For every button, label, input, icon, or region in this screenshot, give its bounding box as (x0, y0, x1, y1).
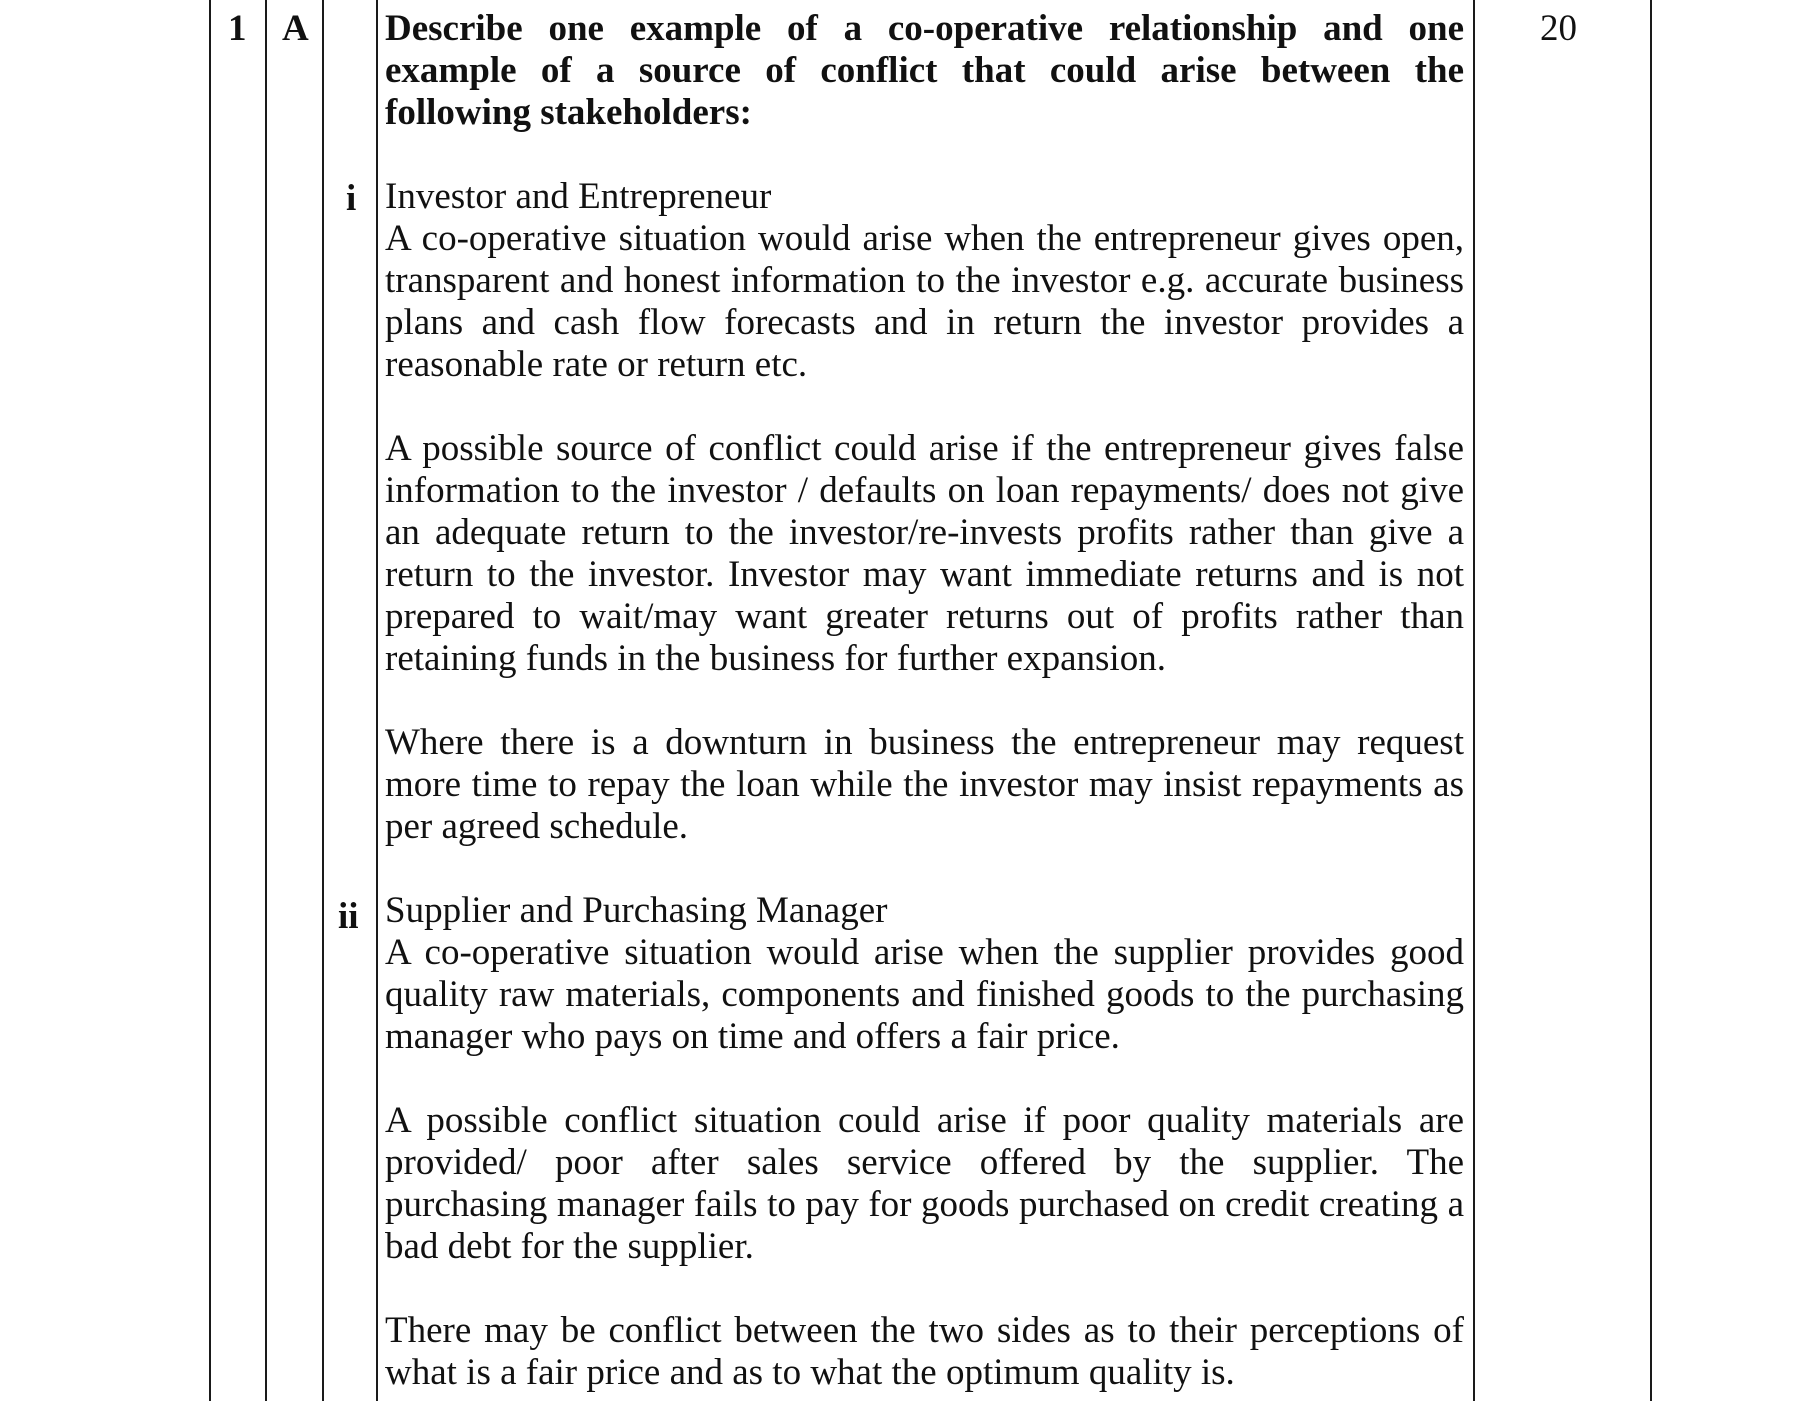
question-letter: A (282, 8, 309, 49)
part-i-paragraph: A possible source of conflict could arise if the entrepreneur gives false information to the investor / defaults on loan repayments/ does not give an adequate return to the investor/re-invests profits rather than give a return to the investor. Investor may want immediate returns and is not prepared to wait/may want greater returns out of profits rather than retaining funds in the business for further expansion. (385, 428, 1464, 679)
part-ii-paragraph: A co-operative situation would arise when the supplier provides good quality raw materials, components and finished goods to the purchasing manager who pays on time and offers a fair price. (385, 932, 1464, 1057)
part-i-paragraph: Where there is a downturn in business the entrepreneur may request more time to repay the loan while the investor may insist repayments as per agreed schedule. (385, 722, 1464, 847)
column-rule-4 (376, 0, 378, 1401)
column-rule-1 (209, 0, 211, 1401)
answer-content (385, 8, 1464, 1394)
question-number: 1 (228, 8, 247, 49)
part-i-heading: Investor and Entrepreneur (385, 176, 772, 217)
column-rule-5 (1473, 0, 1475, 1401)
column-rule-6 (1650, 0, 1652, 1401)
part-i-paragraph: A co-operative situation would arise when the entrepreneur gives open, transparent and honest information to the investor e.g. accurate business plans and cash flow forecasts and in return the investor provides a reasonable rate or return etc. (385, 218, 1464, 385)
column-rule-2 (265, 0, 267, 1401)
column-rule-3 (322, 0, 324, 1401)
part-ii-paragraph: There may be conflict between the two sides as to their perceptions of what is a fair price and as to what the optimum quality is. (385, 1310, 1464, 1393)
part-ii-heading: Supplier and Purchasing Manager (385, 890, 888, 931)
part-i-label: i (346, 178, 357, 219)
part-ii-paragraph: A possible conflict situation could arise if poor quality materials are provided/ poor after sales service offered by the supplier. The purchasing manager fails to pay for goods purchased on credit creating a bad debt for the supplier. (385, 1100, 1464, 1267)
part-ii-label: ii (338, 896, 359, 937)
question-stem: Describe one example of a co-operative relationship and one example of a source of conflict that could arise between the following stakeholders: (385, 8, 1464, 133)
marks: 20 (1540, 8, 1577, 49)
